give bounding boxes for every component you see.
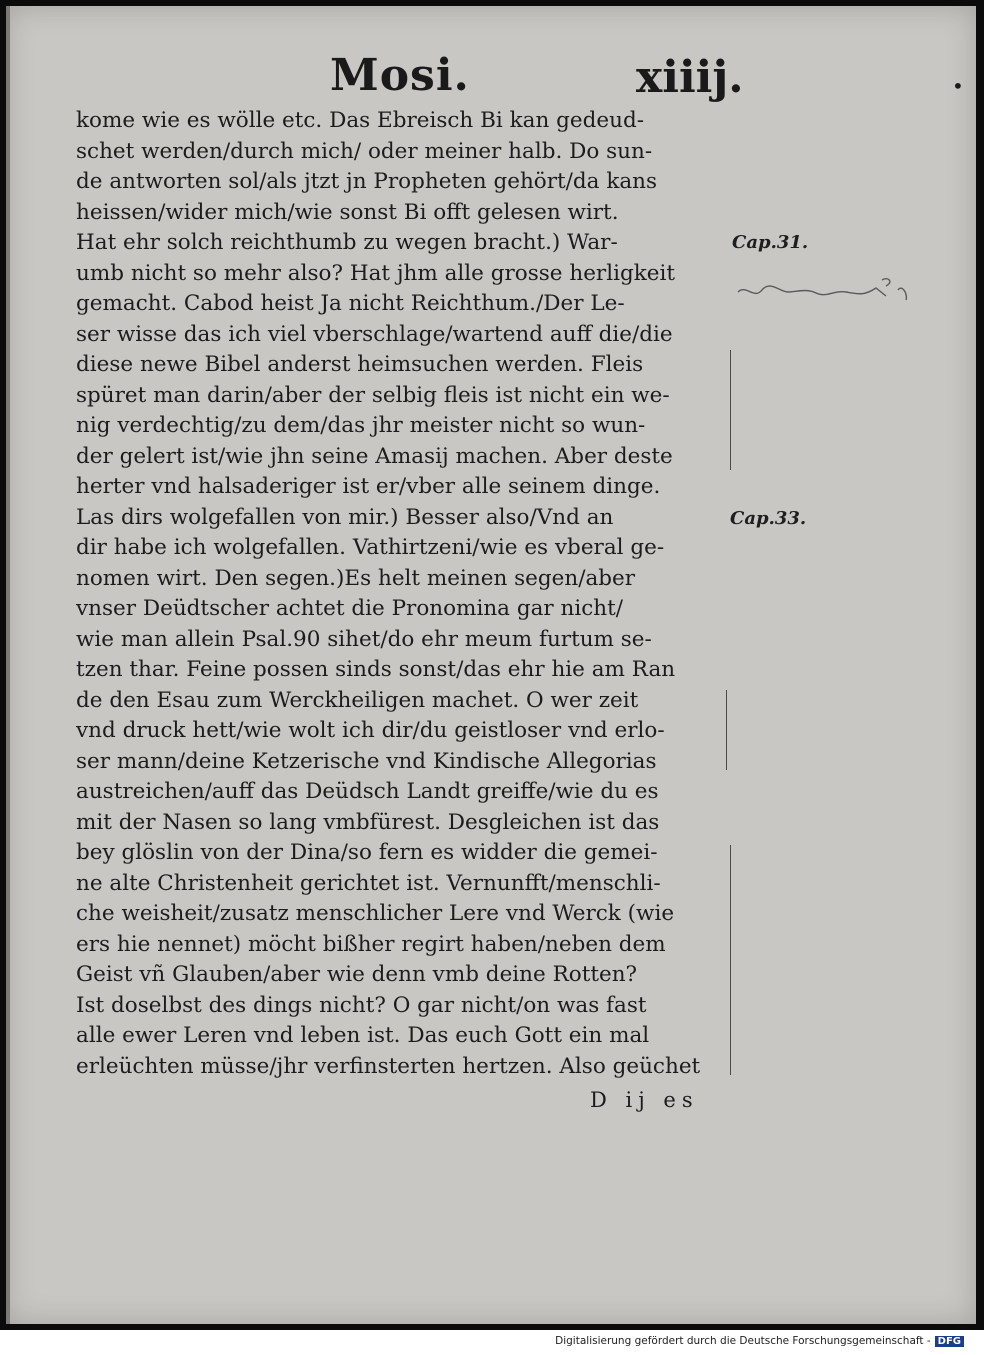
- margin-note-cap31: Cap.31.: [732, 232, 809, 253]
- text-line: nomen wirt. Den segen.)Es helt meinen segen/aber: [76, 565, 636, 591]
- folio-number: xiiij.: [636, 52, 744, 103]
- digitization-text: Digitalisierung gefördert durch die Deutsche Forschungsgemeinschaft -: [555, 1335, 931, 1347]
- text-line: der gelert ist/wie jhn seine Amasij machen. Aber deste: [76, 443, 673, 469]
- text-line: alle ewer Leren vnd leben ist. Das euch Gott ein mal: [76, 1023, 650, 1048]
- text-line: nig verdechtig/zu dem/das jhr meister nicht so wun-: [76, 413, 646, 438]
- text-line: gemacht. Cabod heist Ja nicht Reichthum./Der Le-: [76, 291, 625, 316]
- margin-note-cap33: Cap.33.: [730, 508, 807, 529]
- text-line: de antworten sol/als jtzt jn Propheten gehört/da kans: [76, 169, 658, 194]
- text-line: ne alte Christenheit gerichtet ist. Vernunfft/menschli-: [76, 870, 661, 896]
- margin-bracket: [708, 690, 727, 770]
- margin-bracket: [712, 845, 731, 1075]
- text-line: ser wisse das ich viel vberschlage/wartend auff die/die: [76, 321, 673, 347]
- text-line: ser mann/deine Ketzerische vnd Kindische Allegorias: [76, 748, 657, 774]
- text-line: ers hie nennet) möcht bißher regirt haben/neben dem: [76, 931, 666, 957]
- text-line: erleüchten müsse/jhr verfinsterten hertzen. Also geüchet: [76, 1053, 701, 1079]
- handwritten-annotation: [736, 270, 911, 310]
- text-line: bey glöslin von der Dina/so fern es widder die gemei-: [76, 840, 658, 865]
- digitization-note: [555, 1335, 964, 1347]
- page-edge: [6, 6, 10, 1324]
- text-line: austreichen/auff das Deüdsch Landt greiffe/wie du es: [76, 779, 659, 804]
- text-line: spüret man darin/aber der selbig fleis ist nicht ein we-: [76, 382, 670, 408]
- text-line: wie man allein Psal.90 sihet/do ehr meum furtum se-: [76, 626, 652, 652]
- text-line: umb nicht so mehr also? Hat jhm alle grosse herligkeit: [76, 260, 675, 286]
- catchword: D ij es: [590, 1088, 699, 1112]
- text-line: schet werden/durch mich/ oder meiner halb. Do sun-: [76, 138, 653, 164]
- text-line: vnser Deüdtscher achtet die Pronomina gar nicht/: [76, 596, 624, 621]
- text-line: kome wie es wölle etc. Das Ebreisch Bi kan gedeud-: [76, 108, 644, 133]
- text-line: dir habe ich wolgefallen. Vathirtzeni/wie es vberal ge-: [76, 535, 665, 560]
- running-title: Mosi.: [330, 50, 470, 101]
- text-line: Ist doselbst des dings nicht? O gar nicht/on was fast: [76, 992, 647, 1018]
- text-line: diese newe Bibel anderst heimsuchen werden. Fleis: [76, 352, 644, 377]
- margin-bracket: [712, 350, 731, 470]
- margin-dot: •: [952, 74, 964, 98]
- dfg-logo: DFG: [935, 1336, 964, 1347]
- text-line: tzen thar. Feine possen sinds sonst/das ehr hie am Ran: [76, 657, 676, 682]
- text-line: heissen/wider mich/wie sonst Bi offt gelesen wirt.: [76, 199, 619, 225]
- text-line: Hat ehr solch reichthumb zu wegen bracht.) War-: [76, 230, 618, 255]
- page-header: [0, 50, 1000, 110]
- body-text: [76, 106, 716, 1082]
- text-line: Las dirs wolgefallen von mir.) Besser also/Vnd an: [76, 504, 614, 530]
- text-line: de den Esau zum Werckheiligen machet. O wer zeit: [76, 687, 639, 713]
- text-line: mit der Nasen so lang vmbfürest. Desgleichen ist das: [76, 809, 660, 835]
- text-line: herter vnd halsaderiger ist er/vber alle seinem dinge.: [76, 474, 661, 499]
- text-line: che weisheit/zusatz menschlicher Lere vnd Werck (wie: [76, 901, 675, 926]
- text-line: Geist vñ Glauben/aber wie denn vmb deine Rotten?: [76, 962, 638, 987]
- text-line: vnd druck hett/wie wolt ich dir/du geistloser vnd erlo-: [76, 718, 665, 743]
